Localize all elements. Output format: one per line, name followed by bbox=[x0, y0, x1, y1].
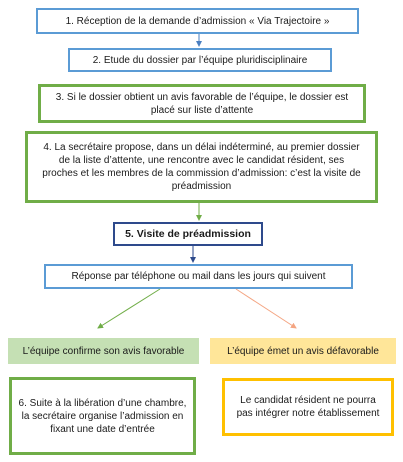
refus-box bbox=[222, 378, 394, 436]
favorable-text: L’équipe confirme son avis favorable bbox=[22, 345, 185, 357]
defavorable-box bbox=[210, 338, 396, 364]
favorable-box bbox=[8, 338, 199, 364]
response-box bbox=[44, 264, 353, 289]
step-4-text: 4. La secrétaire propose, dans un délai indéterminé, au premier dossier de la liste d’attente, une rencontre avec le candidat résident, ses proches et les membres de la commission d’admission: c’est la visite de préadmission bbox=[42, 142, 361, 192]
step-5-box bbox=[113, 222, 263, 246]
step-5-text: 5. Visite de préadmission bbox=[125, 227, 251, 240]
refus-text: Le candidat résident ne pourra pas intégrer notre établissement bbox=[236, 395, 380, 419]
step-3-text: 3. Si le dossier obtient un avis favorable de l’équipe, le dossier est placé sur liste d’attente bbox=[55, 91, 349, 116]
step-1-box bbox=[36, 8, 359, 34]
response-text: Réponse par téléphone ou mail dans les jours qui suivent bbox=[71, 271, 326, 282]
step-6-text: 6. Suite à la libération d’une chambre, la secrétaire organise l’admission en fixant une date d’entrée bbox=[18, 397, 187, 435]
step-3-box bbox=[38, 84, 366, 123]
step-6-box bbox=[9, 377, 196, 455]
step-2-text: 2. Etude du dossier par l’équipe pluridisciplinaire bbox=[92, 54, 308, 66]
step-1-text: 1. Réception de la demande d’admission « Via Trajectoire » bbox=[65, 15, 330, 27]
step-2-box bbox=[68, 48, 332, 72]
arrow-response-to-defavorable bbox=[236, 289, 296, 328]
step-4-box bbox=[25, 131, 378, 203]
arrow-response-to-favorable bbox=[98, 289, 160, 328]
defavorable-text: L’équipe émet un avis défavorable bbox=[227, 345, 379, 357]
